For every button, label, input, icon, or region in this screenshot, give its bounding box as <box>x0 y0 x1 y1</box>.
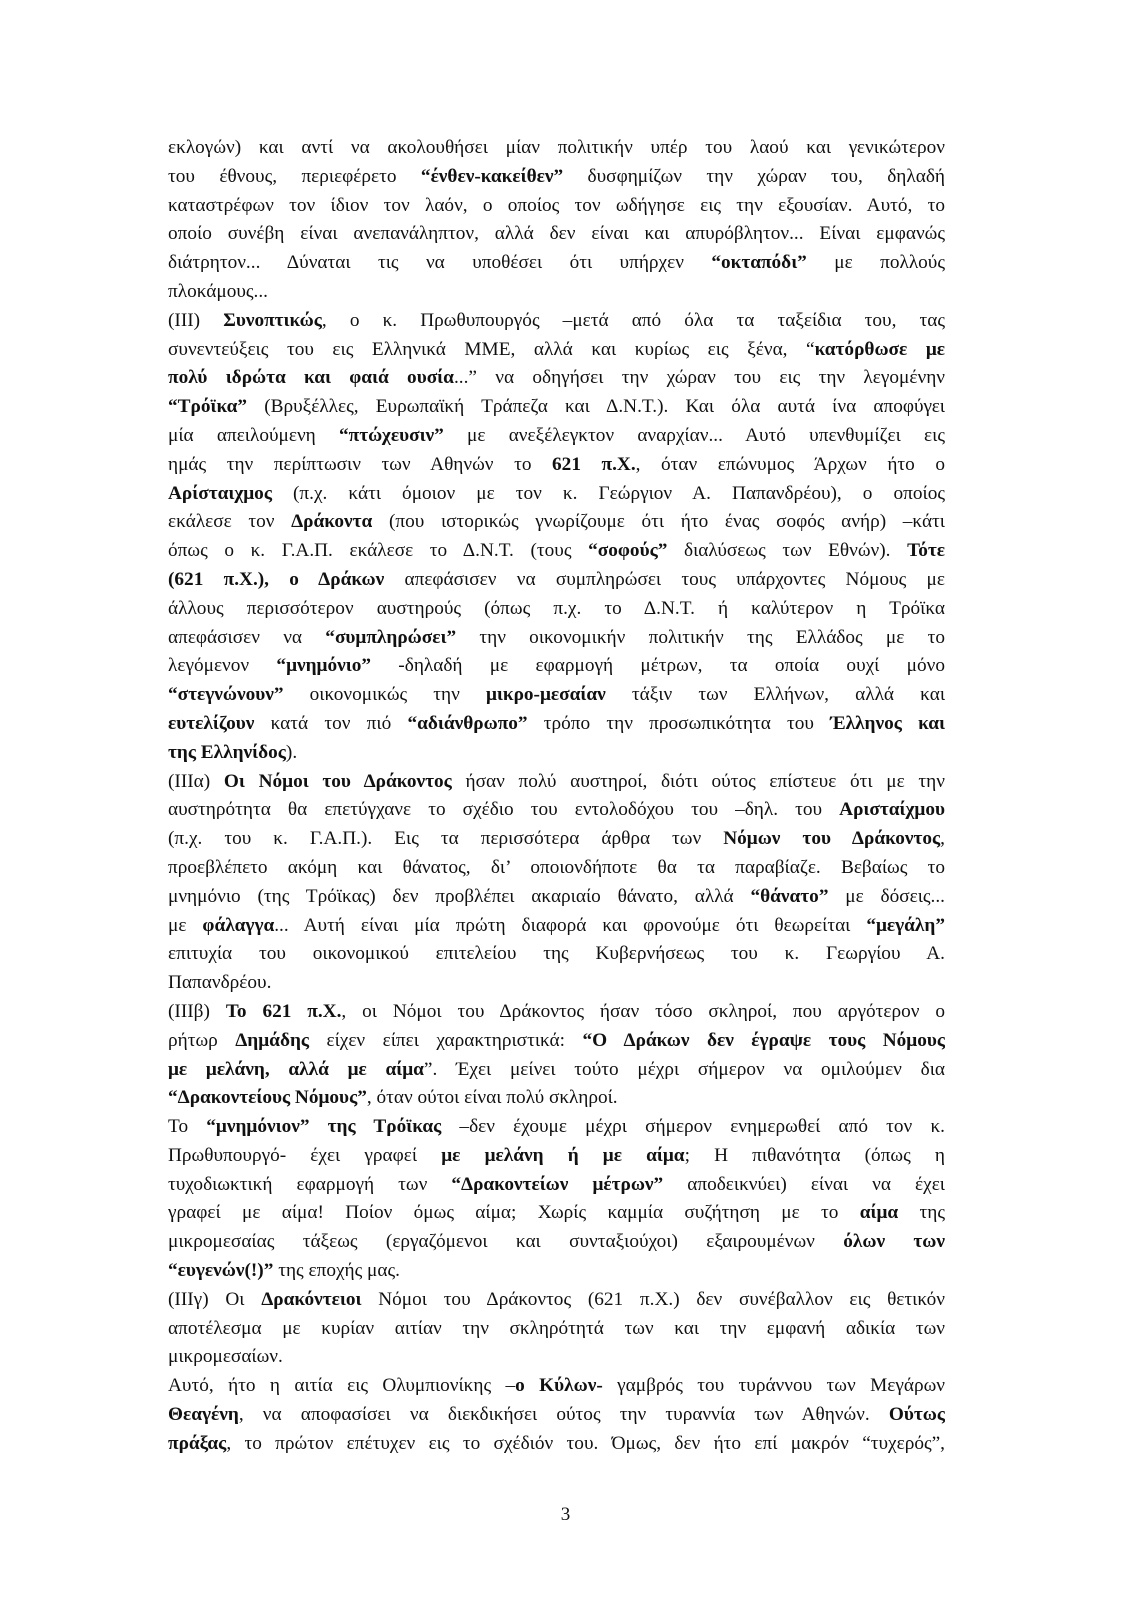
bold-text-run: Αρίσταιχμος <box>168 482 272 504</box>
bold-text-run: κατόρθωσε με <box>814 338 945 360</box>
text-line <box>168 854 945 883</box>
bold-text-run: Έλληνος και <box>830 712 945 734</box>
text-line <box>168 1027 945 1056</box>
bold-text-run: “σοφούς” <box>588 540 668 562</box>
text-run: λεγόμενον <box>168 655 277 677</box>
text-run: –δεν έχουμε μέχρι σήμερον ενημερωθεί από τον κ. <box>441 1116 945 1138</box>
text-run: (IIIγ) Οι <box>168 1288 262 1310</box>
bold-text-run: με μελάνη, αλλά με αίμα <box>168 1058 424 1080</box>
text-run: , το πρώτον επέτυχεν εις το σχέδιόν του. Όμως, δεν ήτο επί μακρόν “τυχερός”, <box>226 1432 945 1454</box>
bold-text-run: “ένθεν-κακείθεν” <box>420 165 564 187</box>
text-line <box>168 998 945 1027</box>
text-line <box>168 249 945 278</box>
text-run: τυχοδιωκτική εφαρμογή των <box>168 1173 452 1195</box>
text-run: εκλογών) και αντί να ακολουθήσει μίαν πολιτικήν υπέρ του λαού και γενικώτερον <box>168 137 945 158</box>
text-run: κατά τον πιό <box>254 712 408 734</box>
text-run: δυσφημίζων την χώραν του, δηλαδή <box>563 165 945 187</box>
text-run: (που ιστορικώς γνωρίζουμε ότι ήτο ένας σοφός ανήρ) –κάτι <box>372 511 945 533</box>
text-run: όπως ο κ. Γ.Α.Π. εκάλεσε το Δ.Ν.Τ. (τους <box>168 540 589 562</box>
text-run: ρήτωρ <box>168 1029 236 1051</box>
text-line <box>168 1401 945 1430</box>
text-run: αποτέλεσμα με κυρίαν αιτίαν την σκληρότητά των και την εμφανή αδικία των <box>168 1317 945 1339</box>
text-run: ; Η πιθανότητα (όπως η <box>684 1144 945 1166</box>
bold-text-run: “αδιάνθρωπο” <box>407 712 528 734</box>
text-run: μικρομεσαίας τάξεως (εργαζόμενοι και συνταξιούχοι) εξαιρουμένων <box>168 1231 844 1253</box>
bold-text-run: της Ελληνίδος <box>168 741 286 763</box>
text-line <box>168 1228 945 1257</box>
bold-text-run: (621 π.Χ.), ο Δράκων <box>168 568 385 590</box>
text-run: με ανεξέλεγκτον αναρχίαν... Αυτό υπενθυμίζει εις <box>443 424 945 446</box>
text-line <box>168 1372 945 1401</box>
text-line <box>168 710 945 739</box>
text-line <box>168 336 945 365</box>
bold-text-run: Νόμων του Δράκοντος <box>723 828 941 850</box>
text-run: Πρωθυπουργό- έχει γραφεί <box>168 1144 442 1166</box>
text-line <box>168 652 945 681</box>
text-run: (III) <box>168 309 224 331</box>
bold-text-run: Τότε <box>907 540 945 562</box>
text-line <box>168 364 945 393</box>
bold-text-run: Δημάδης <box>235 1029 310 1051</box>
text-run: απεφάσισεν να <box>168 626 326 648</box>
bold-text-run: “Τρόϊκα” <box>168 396 247 418</box>
text-run: , να αποφασίσει να διεκδικήσει ούτος την τυραννία των Αθηνών. <box>238 1404 889 1426</box>
text-run: άλλους περισσότερον αυστηρούς (όπως π.χ. το Δ.Ν.Τ. ή καλύτερον η Τρόϊκα <box>168 597 945 619</box>
text-line <box>168 1315 945 1344</box>
text-run: την οικονομικήν πολιτικήν της Ελλάδος με το <box>456 626 945 648</box>
text-line <box>168 883 945 912</box>
bold-text-run: “θάνατο” <box>750 885 829 907</box>
bold-text-run: Θεαγένη <box>168 1404 239 1426</box>
text-line <box>168 1286 945 1315</box>
text-line <box>168 307 945 336</box>
bold-text-run: Οι Νόμοι του Δράκοντος <box>223 770 452 792</box>
bold-text-run: Δρακόντειοι <box>261 1288 362 1310</box>
text-line <box>168 1142 945 1171</box>
text-line <box>168 681 945 710</box>
text-run: (IIIβ) <box>168 1000 226 1022</box>
text-line <box>168 969 945 998</box>
text-run: ). <box>285 741 298 763</box>
text-run: επιτυχία του οικονομικού επιτελείου της Κυβερνήσεως του κ. Γεωργίου Α. <box>168 943 945 965</box>
text-run: γαμβρός του τυράννου των Μεγάρων <box>602 1375 945 1397</box>
text-run: πλοκάμους... <box>168 280 268 302</box>
text-run: καταστρέφων τον ίδιον τον λαόν, ο οποίος τον ωδήγησε εις την εξουσίαν. Αυτό, το <box>168 194 945 216</box>
bold-text-run: Ούτως <box>888 1404 945 1426</box>
text-run: (π.χ. κάτι όμοιον με τον κ. Γεώργιον Α. Παπανδρέου), ο οποίος <box>271 482 945 504</box>
text-run: Το <box>168 1116 207 1138</box>
bold-text-run: ο Κύλων- <box>515 1375 603 1397</box>
bold-text-run: Το 621 π.Χ. <box>225 1000 342 1022</box>
text-line <box>168 508 945 537</box>
bold-text-run: μικρο-μεσαίαν <box>485 684 606 706</box>
text-line <box>168 537 945 566</box>
text-run: ημάς την περίπτωσιν των Αθηνών το <box>168 453 553 475</box>
text-line <box>168 1084 945 1113</box>
text-run: ήσαν πολύ αυστηροί, διότι ούτος επίστευε ότι με την <box>451 770 945 792</box>
text-line <box>168 796 945 825</box>
text-line <box>168 940 945 969</box>
text-line <box>168 163 945 192</box>
text-line <box>168 912 945 941</box>
text-run: , οι Νόμοι του Δράκοντος ήσαν τόσο σκληροί, που αργότερον ο <box>341 1000 945 1022</box>
text-run: , όταν επώνυμος Άρχων ήτο ο <box>635 453 945 475</box>
text-run: μικρομεσαίων. <box>168 1346 283 1368</box>
bold-text-run: 621 π.Χ. <box>552 453 636 475</box>
text-line <box>168 595 945 624</box>
text-run: με πολλούς <box>806 252 945 274</box>
text-line <box>168 134 945 163</box>
bold-text-run: πολύ ιδρώτα και φαιά ουσία <box>168 367 454 389</box>
text-line <box>168 451 945 480</box>
bold-text-run: “Δρακοντείων μέτρων” <box>451 1173 664 1195</box>
bold-text-run: όλων των <box>843 1231 945 1253</box>
text-run: (IIIα) <box>168 770 224 792</box>
bold-text-run: πράξας <box>168 1432 227 1454</box>
bold-text-run: “συμπληρώσει” <box>325 626 457 648</box>
text-run: διάτρητον... Δύναται τις να υποθέσει ότι υπήρχεν <box>168 252 712 274</box>
bold-text-run: “μνημόνιον” της Τρόϊκας <box>206 1116 442 1138</box>
text-run: γραφεί με αίμα! Ποίον όμως αίμα; Χωρίς καμμία συζήτηση με το <box>168 1202 860 1224</box>
text-line <box>168 1343 945 1372</box>
bold-text-run: “Δρακοντείους Νόμους” <box>168 1087 367 1109</box>
text-line <box>168 480 945 509</box>
text-run: Παπανδρέου. <box>168 972 272 994</box>
text-line <box>168 278 945 307</box>
text-run: είχεν είπει χαρακτηριστικά: <box>309 1029 583 1051</box>
text-run: ”. Έχει μείνει τούτο μέχρι σήμερον να ομιλούμεν δια <box>423 1058 945 1080</box>
text-line <box>168 1199 945 1228</box>
text-run: απεφάσισεν να συμπληρώσει τους υπάρχοντες Νόμους με <box>384 568 945 590</box>
text-run: μνημόνιο (της Τρόϊκας) δεν προβλέπει ακαριαίο θάνατο, αλλά <box>168 885 751 907</box>
text-run: (Βρυξέλλες, Ευρωπαϊκή Τράπεζα και Δ.Ν.Τ.). Και όλα αυτά ίνα αποφύγει <box>247 396 945 418</box>
text-line <box>168 566 945 595</box>
text-run: αυστηρότητα θα επετύγχανε το σχέδιο του εντολοδόχου του –δηλ. του <box>168 799 840 821</box>
text-run: συνεντεύξεις του εις Ελληνικά ΜΜΕ, αλλά και κυρίως εις ξένα, “ <box>168 338 815 360</box>
text-run: με <box>168 914 203 936</box>
bold-text-run: Συνοπτικώς <box>223 309 322 331</box>
text-line <box>168 393 945 422</box>
text-line <box>168 422 945 451</box>
text-run: Νόμοι του Δράκοντος (621 π.Χ.) δεν συνέβαλλον εις θετικόν <box>361 1288 945 1310</box>
text-line <box>168 768 945 797</box>
text-line <box>168 220 945 249</box>
text-line <box>168 825 945 854</box>
text-run: -δηλαδή με εφαρμογή μέτρων, τα οποία ουχί μόνο <box>371 655 945 677</box>
bold-text-run: φάλαγγα <box>202 914 275 936</box>
text-run: ... Αυτή είναι μία πρώτη διαφορά και φρονούμε ότι θεωρείται <box>274 914 867 936</box>
text-run: , όταν ούτοι είναι πολύ σκληροί. <box>366 1087 618 1109</box>
text-line <box>168 624 945 653</box>
text-run: της <box>898 1202 945 1224</box>
text-run: εκάλεσε τον <box>168 511 292 533</box>
bold-text-run: αίμα <box>859 1202 899 1224</box>
text-run: οικονομικώς την <box>283 684 486 706</box>
text-run: (π.χ. του κ. Γ.Α.Π.). Εις τα περισσότερα άρθρα των <box>168 828 724 850</box>
text-run: τρόπο την προσωπικότητα του <box>527 712 831 734</box>
bold-text-run: με μελάνη ή με αίμα <box>441 1144 685 1166</box>
text-run: Αυτό, ήτο η αιτία εις Ολυμπιονίκης – <box>168 1375 516 1397</box>
text-run: , ο κ. Πρωθυπουργός –μετά από όλα τα ταξείδια του, τας <box>321 309 945 331</box>
text-run: ...” να οδηγήσει την χώραν του εις την λεγομένην <box>453 367 945 389</box>
document-body-text <box>168 134 945 1459</box>
text-run: μία απειλούμενη <box>168 424 339 446</box>
text-line <box>168 192 945 221</box>
text-run: της εποχής μας. <box>273 1260 400 1282</box>
text-run: προεβλέπετο ακόμη και θάνατος, δι’ οποιονδήποτε θα τα παραβίαζε. Βεβαίως το <box>168 856 945 878</box>
text-line <box>168 1257 945 1286</box>
text-run: αποδεικνύει) είναι να έχει <box>663 1173 945 1195</box>
text-line <box>168 1430 945 1459</box>
bold-text-run: Αρισταίχμου <box>839 799 945 821</box>
bold-text-run: “Ο Δράκων δεν έγραψε τους Νόμους <box>582 1029 945 1051</box>
text-run: διαλύσεως των Εθνών). <box>667 540 908 562</box>
bold-text-run: “μνημόνιο” <box>276 655 372 677</box>
text-line <box>168 1113 945 1142</box>
bold-text-run: “οκταπόδι” <box>711 252 807 274</box>
bold-text-run: “μεγάλη” <box>866 914 945 936</box>
text-run: του έθνους, περιεφέρετο <box>168 165 421 187</box>
text-run: τάξιν των Ελλήνων, αλλά και <box>605 684 945 706</box>
bold-text-run: “στεγνώνουν” <box>168 684 284 706</box>
bold-text-run: ευτελίζουν <box>168 712 255 734</box>
text-line <box>168 1056 945 1085</box>
page-number: 3 <box>560 1504 571 1525</box>
text-line <box>168 1171 945 1200</box>
bold-text-run: “πτώχευσιν” <box>338 424 444 446</box>
bold-text-run: Δράκοντα <box>291 511 373 533</box>
bold-text-run: “ευγενών(!)” <box>168 1260 274 1282</box>
text-run: , <box>940 828 945 850</box>
text-line <box>168 739 945 768</box>
text-run: οποίο συνέβη είναι ανεπανάληπτον, αλλά δεν είναι και απυρόβλητον... Είναι εμφανώς <box>168 223 945 245</box>
text-run: με δόσεις... <box>828 885 945 907</box>
